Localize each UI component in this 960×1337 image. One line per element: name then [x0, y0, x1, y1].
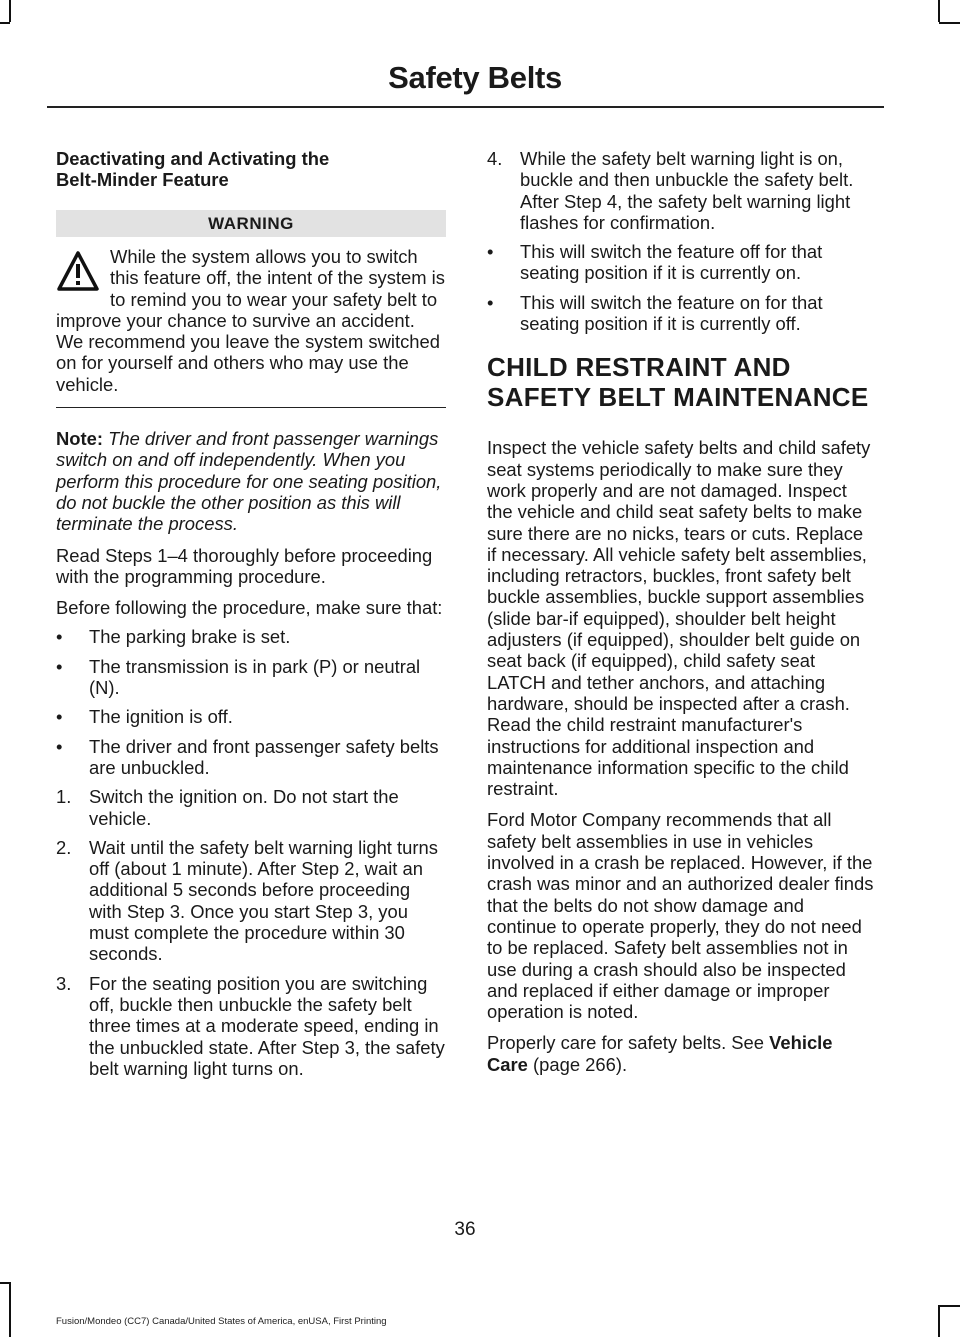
note-label: Note:: [56, 428, 103, 450]
warning-label: WARNING: [56, 210, 446, 237]
footer-text: Fusion/Mondeo (CC7) Canada/United States of America, enUSA, First Printing: [56, 1316, 387, 1327]
warning-box: [56, 246, 446, 408]
warning-triangle-icon: [56, 249, 100, 293]
crop-mark: [938, 0, 940, 22]
crop-mark: [938, 1305, 940, 1337]
list-item: • This will switch the feature on for that seating position if it is currently off.: [487, 291, 823, 335]
crop-mark: [9, 1282, 11, 1337]
page-number: 36: [454, 1219, 476, 1240]
crop-mark: [0, 1282, 10, 1284]
page-header-title: Safety Belts: [388, 60, 562, 95]
precondition-paragraph: Before following the procedure, make sure that:: [56, 597, 443, 619]
care-paragraph: Properly care for safety belts. See Vehicle Care (page 266).: [487, 1032, 833, 1075]
header-rule: [47, 106, 884, 108]
section-heading: CHILD RESTRAINT AND: [487, 352, 791, 383]
list-item: • The transmission is in park (P) or neutral (N).: [56, 655, 421, 699]
list-item: • This will switch the feature off for that seating position if it is currently on.: [487, 241, 823, 284]
list-item: • The ignition is off.: [56, 706, 233, 728]
maintenance-paragraph: Inspect the vehicle safety belts and child safety seat systems periodically to make sure they work properly and are not damaged. Inspect the vehicle and child seat safety belts to make sure there are no nicks, tears or cuts. Replace if necessary. All vehicle safety belt assemblies, including retractors, buckles, front safety belt buckle assemblies, buckle support assemblies (slide bar-if equipped), shoulder belt height adjusters (if equipped), shoulder belt guide on seat back (if equipped), child safety seat LATCH and tether anchors, and attaching hardware, should be inspected after a crash. Read the child restraint manufacturer's instructions for additional inspection and maintenance information specific to the child restraint.: [487, 437, 871, 800]
note-text: The driver and front passenger warnings switch on and off independently. When you perform this procedure for one seating position, do not buckle the other position as this will terminate the process.: [56, 428, 442, 535]
crop-mark: [939, 1305, 960, 1307]
step-item: 3. For the seating position you are switching off, buckle then unbuckle the safety belt three times at a moderate speed, ending in the unbuckled state. After Step 3, the safety belt warning light turns on.: [56, 972, 445, 1079]
crop-mark: [939, 22, 960, 24]
section-heading: SAFETY BELT MAINTENANCE: [487, 382, 869, 413]
section-subheading: Deactivating and Activating the Belt-Minder Feature: [56, 148, 330, 190]
crop-mark: [0, 22, 10, 24]
left-column: [56, 148, 446, 1087]
list-item: • The driver and front passenger safety belts are unbuckled.: [56, 735, 439, 778]
crop-mark: [9, 0, 11, 22]
vehicle-care-link[interactable]: Vehicle Care: [487, 1032, 833, 1075]
note-paragraph: [56, 428, 446, 534]
intro-paragraph: Read Steps 1–4 thoroughly before proceeding with the programming procedure.: [56, 544, 433, 587]
step-item: 4. While the safety belt warning light is on, buckle and then unbuckle the safety belt. After Step 4, the safety belt warning light flashes for confirmation.: [487, 148, 854, 233]
warning-text: While the system allows you to switch this feature off, the intent of the system is to remind you to wear your safety belt to improve your chance to survive an accident. We recommend you leave the system switched on for yourself and others who may use the vehicle.: [56, 246, 445, 395]
list-item: • The parking brake is set.: [56, 626, 291, 648]
replacement-paragraph: Ford Motor Company recommends that all safety belt assemblies in use in vehicles involved in a crash be replaced. However, if the crash was minor and an authorized dealer finds that the belts do not show damage and continue to operate properly, they do not need to be replaced. Safety belt assemblies not in use during a crash should also be inspected and replaced if either damage or improper operation is noted.: [487, 809, 874, 1023]
step-item: 1. Switch the ignition on. Do not start the vehicle.: [56, 786, 399, 829]
right-column: [487, 148, 877, 1085]
step-item: 2. Wait until the safety belt warning light turns off (about 1 minute). After Step 2, wait an additional 5 seconds before proceeding with Step 3. Once you start Step 3, you must complete the procedure within 30 seconds.: [56, 836, 438, 965]
